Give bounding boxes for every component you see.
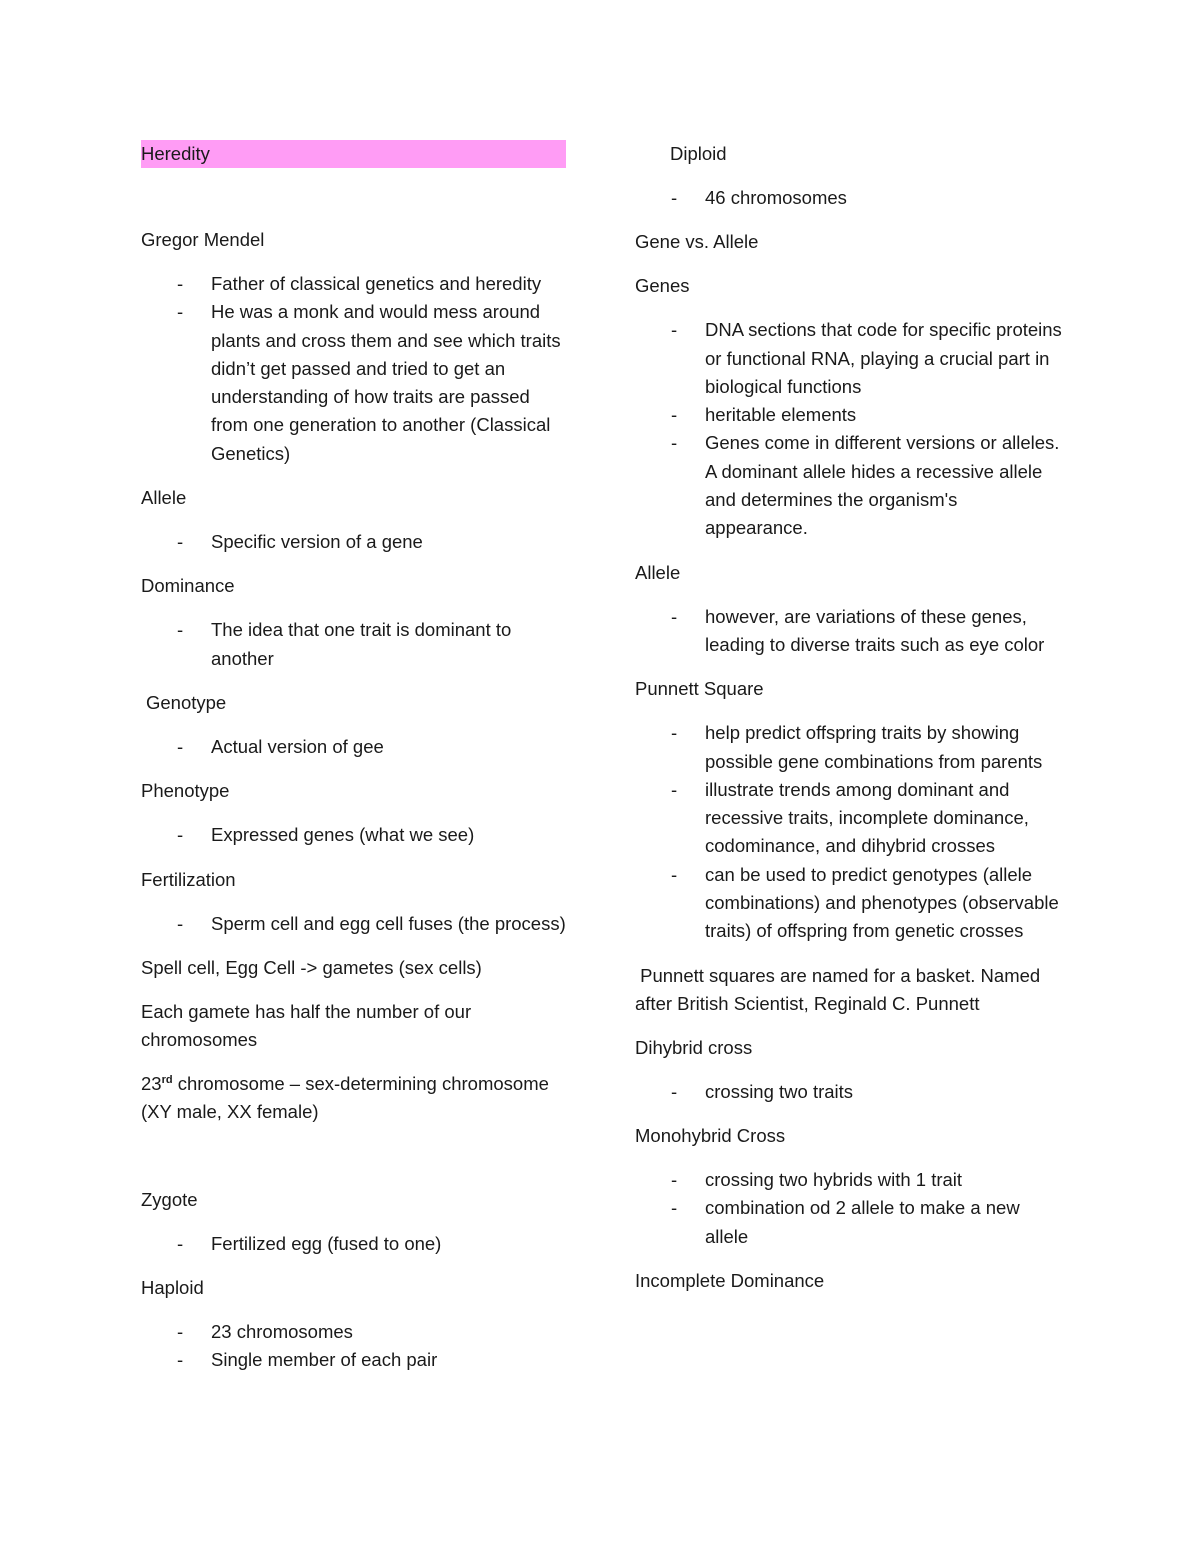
- heading-haploid: Haploid: [141, 1277, 204, 1299]
- bullet-item: - Fertilized egg (fused to one): [141, 1230, 571, 1258]
- bullet-item: - Genes come in different versions or alleles. A dominant allele hides a recessive allele and determines the organism's appearance.: [635, 429, 1065, 542]
- bullet-list: [141, 528, 571, 556]
- bullet-item: - 46 chromosomes: [635, 184, 1065, 212]
- page-title: Heredity: [141, 140, 566, 168]
- bullet-item: - 23 chromosomes: [141, 1318, 571, 1346]
- heading-zygote: Zygote: [141, 1188, 198, 1210]
- chromosome-23-ordinal: rd: [161, 1073, 173, 1086]
- heading-genotype: Genotype: [146, 691, 227, 713]
- bullet-item: - Specific version of a gene: [141, 528, 571, 556]
- heading-allele: Allele: [141, 487, 187, 509]
- heading-dominance: Dominance: [141, 575, 235, 597]
- bullet-list: [635, 603, 1065, 660]
- bullet-item: - can be used to predict genotypes (allele combinations) and phenotypes (observable traits) of offspring from genetic crosses: [635, 861, 1065, 946]
- bullet-item: - combination od 2 allele to make a new allele: [635, 1194, 1065, 1251]
- right-column: [635, 140, 1065, 1311]
- chromosome-23-line: [141, 1070, 571, 1126]
- heading-allele-right: Allele: [635, 561, 681, 583]
- bullet-list: [141, 910, 571, 938]
- heading-dihybrid-cross: Dihybrid cross: [635, 1036, 753, 1058]
- bullet-item: - crossing two hybrids with 1 trait: [635, 1166, 1065, 1194]
- gamete-half-line: Each gamete has half the number of our chromosomes: [141, 1000, 472, 1050]
- bullet-item: - Sperm cell and egg cell fuses (the process): [141, 910, 571, 938]
- bullet-list: [635, 1166, 1065, 1251]
- heading-genes: Genes: [635, 275, 690, 297]
- bullet-item: - The idea that one trait is dominant to another: [141, 616, 571, 673]
- gametes-line: Spell cell, Egg Cell -> gametes (sex cells): [141, 956, 482, 978]
- bullet-item: - DNA sections that code for specific proteins or functional RNA, playing a crucial part in biological functions: [635, 316, 1065, 401]
- heading-gene-vs-allele: Gene vs. Allele: [635, 231, 759, 253]
- heading-diploid: Diploid: [670, 143, 727, 164]
- bullet-item: - however, are variations of these genes, leading to diverse traits such as eye color: [635, 603, 1065, 660]
- heading-punnett-square: Punnett Square: [635, 678, 764, 700]
- heading-incomplete-dominance: Incomplete Dominance: [635, 1269, 825, 1291]
- punnett-note: Punnett squares are named for a basket. Named after British Scientist, Reginald C. Punnett: [635, 964, 1046, 1014]
- left-column: [141, 140, 571, 1391]
- bullet-list: [141, 1318, 571, 1375]
- bullet-list: [141, 1230, 571, 1258]
- bullet-list: [141, 270, 571, 468]
- chromosome-23-number: 23: [141, 1072, 162, 1094]
- bullet-item: - Actual version of gee: [141, 733, 571, 761]
- bullet-item: - crossing two traits: [635, 1078, 1065, 1106]
- bullet-item: - illustrate trends among dominant and recessive traits, incomplete dominance, codominance, and dihybrid crosses: [635, 776, 1065, 861]
- bullet-list: [141, 616, 571, 673]
- bullet-list: [635, 316, 1065, 542]
- bullet-list: [635, 1078, 1065, 1106]
- bullet-item: - Expressed genes (what we see): [141, 821, 571, 849]
- bullet-item: - heritable elements: [635, 401, 1065, 429]
- heading-monohybrid-cross: Monohybrid Cross: [635, 1124, 786, 1146]
- bullet-item: - Single member of each pair: [141, 1346, 571, 1374]
- bullet-list: [141, 733, 571, 761]
- bullet-item: - help predict offspring traits by showing possible gene combinations from parents: [635, 719, 1065, 776]
- heading-fertilization: Fertilization: [141, 868, 236, 890]
- bullet-item: - Father of classical genetics and heredity: [141, 270, 571, 298]
- bullet-list: [141, 821, 571, 849]
- heading-phenotype: Phenotype: [141, 780, 230, 802]
- bullet-item: - He was a monk and would mess around plants and cross them and see which traits didn’t get passed and tried to get an understanding of how traits are passed from one generation to another (Classical Genetics): [141, 298, 571, 468]
- bullet-list: [635, 184, 1065, 212]
- bullet-list: [635, 719, 1065, 945]
- heading-gregor-mendel: Gregor Mendel: [141, 229, 265, 250]
- chromosome-23-text: chromosome – sex-determining chromosome (XY male, XX female): [141, 1072, 549, 1122]
